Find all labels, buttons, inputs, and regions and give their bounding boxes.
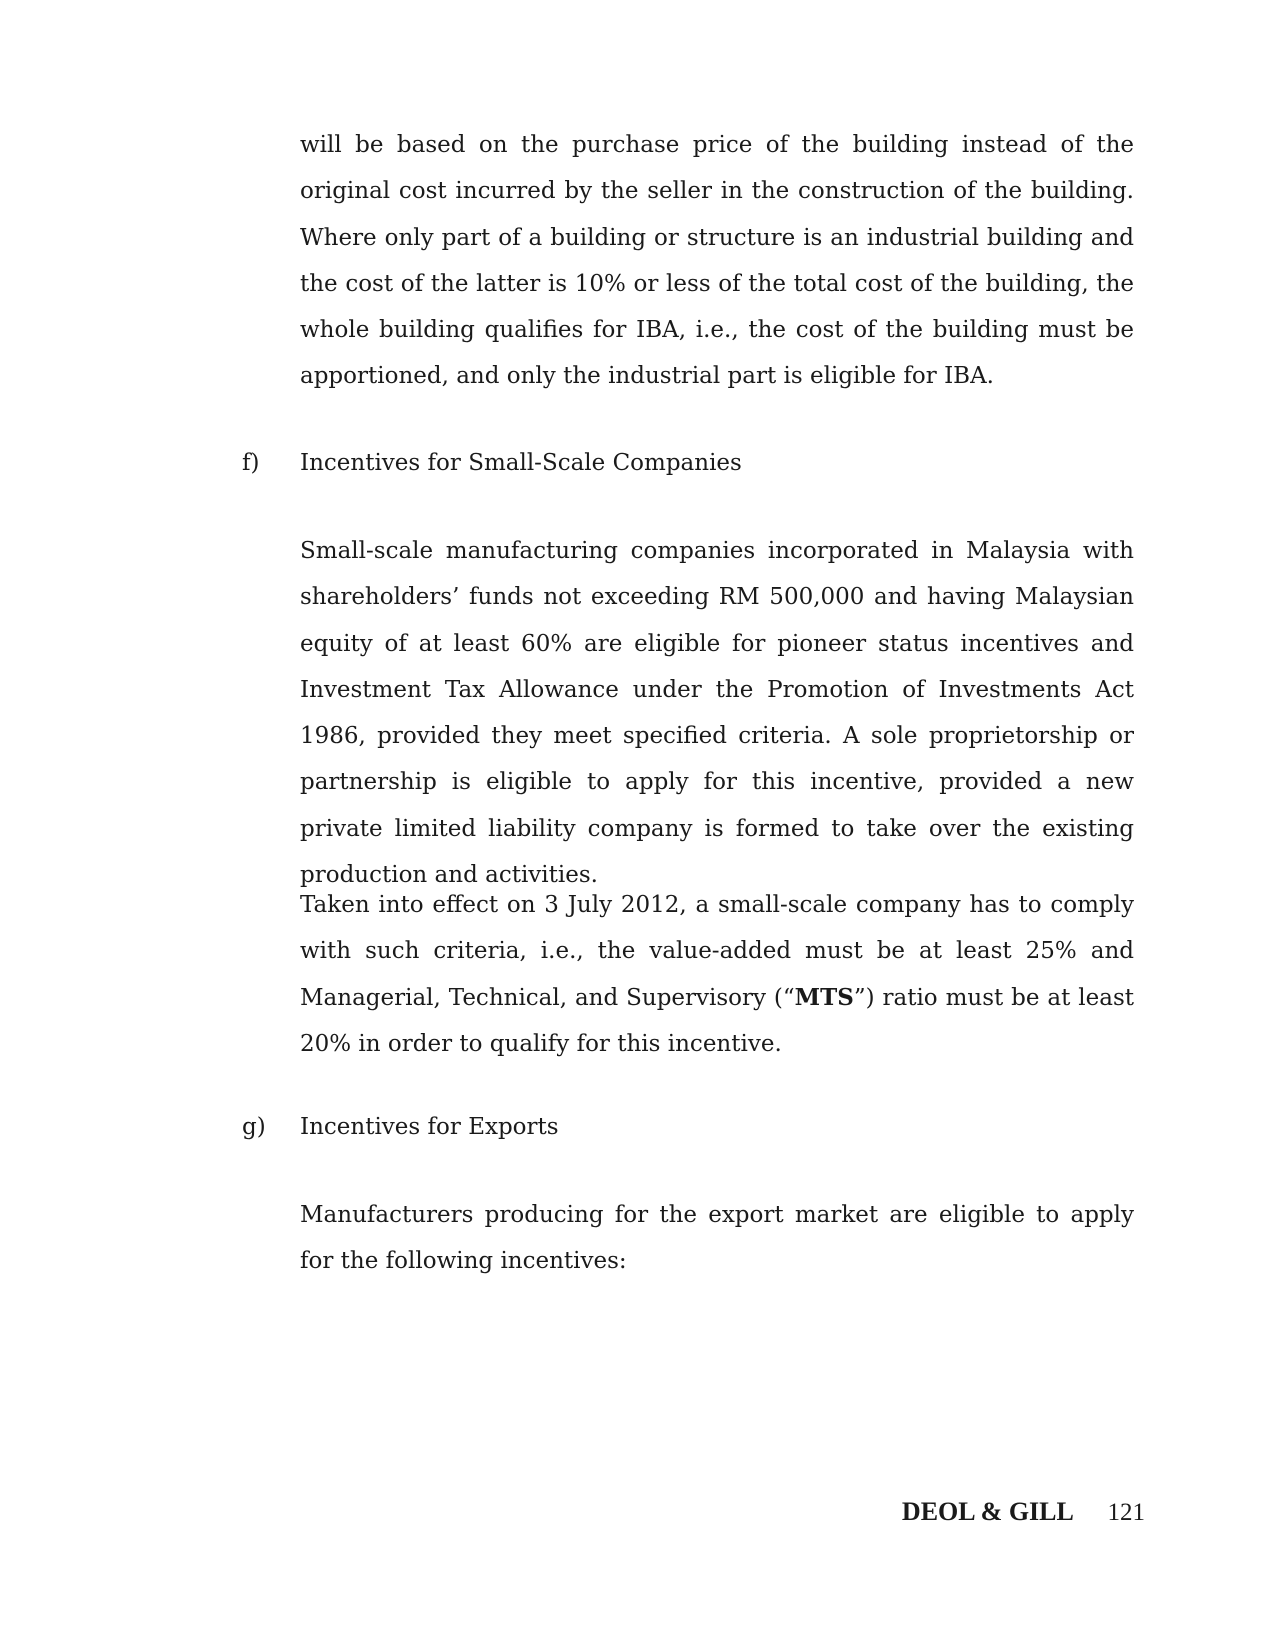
section-f-heading (242, 440, 1142, 486)
paragraph-export-incentives: Manufacturers producing for the export market are eligible to apply for the following incentives: (300, 1202, 1134, 1275)
page-number: 121 (1107, 1499, 1145, 1526)
section-g-marker: g) (242, 1114, 266, 1140)
section-g-heading (242, 1104, 1142, 1150)
section-f-marker: f) (242, 450, 260, 476)
criteria-text-after: ”) ratio must be at least 20% in order to qualify for this incentive. (300, 984, 1134, 1057)
paragraph-small-scale-companies: Small-scale manufacturing companies incorporated in Malaysia with shareholders’ funds not exceeding RM 500,000 and having Malaysian equity of at least 60% are eligible for pioneer status incentives and Investment Tax Allowance under the Promotion of Investments Act 1986, provided they meet specified criteria. A sole proprietorship or partnership is eligible to apply for this incentive, provided a new private limited liability company is formed to take over the existing production and activities. (300, 538, 1134, 889)
paragraph-small-scale-criteria (300, 882, 1134, 1067)
section-g-title: Incentives for Exports (300, 1114, 559, 1140)
page-footer (902, 1497, 1145, 1528)
criteria-text-before: Taken into effect on 3 July 2012, a small-scale company has to comply with such criteria, i.e., the value-added must be at least 25% and Managerial, Technical, and Supervisory (“ (300, 892, 1134, 1011)
footer-firm-name: DEOL & GILL (901, 1497, 1074, 1526)
paragraph-iba-continuation: will be based on the purchase price of the building instead of the original cost incurred by the seller in the construction of the building. Where only part of a building or structure is an industrial building and the cost of the latter is 10% or less of the total cost of the building, the whole building qualifies for IBA, i.e., the cost of the building must be apportioned, and only the industrial part is eligible for IBA. (300, 132, 1134, 390)
section-f-title: Incentives for Small-Scale Companies (300, 450, 742, 476)
mts-abbreviation: MTS (794, 983, 854, 1011)
